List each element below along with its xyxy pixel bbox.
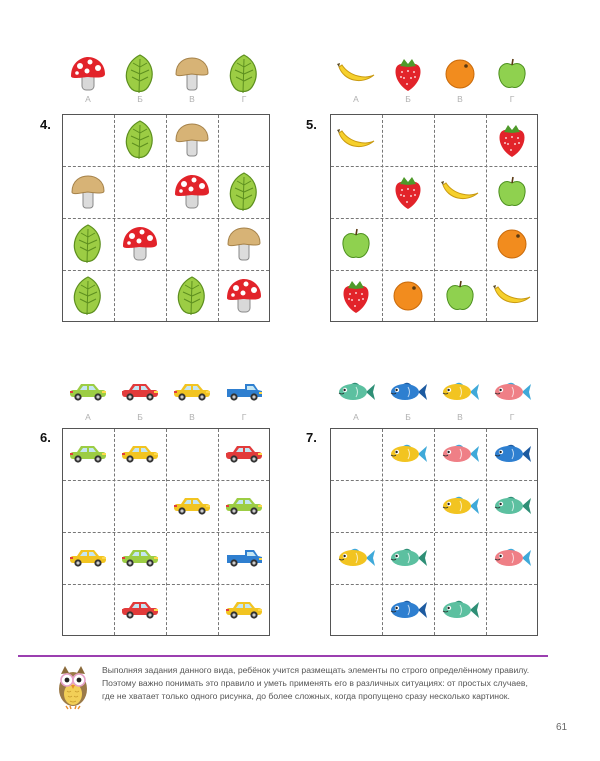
puzzle-grid (62, 114, 270, 322)
apple-icon (434, 270, 486, 322)
fish-pink-icon (486, 532, 538, 584)
apple-icon (330, 218, 382, 270)
car-green-icon (62, 372, 114, 412)
empty-cell[interactable] (330, 428, 382, 480)
car-red-icon (114, 584, 166, 636)
truck-blue-icon (218, 372, 270, 412)
mushroom-red-icon (62, 54, 114, 94)
fish-yellow-icon (434, 480, 486, 532)
strawberry-icon (382, 166, 434, 218)
mushroom-tan-icon (62, 166, 114, 218)
puzzle-7 (330, 372, 540, 426)
mushroom-red-icon (166, 166, 218, 218)
empty-cell[interactable] (62, 584, 114, 636)
empty-cell[interactable] (62, 480, 114, 532)
legend (330, 54, 540, 94)
leaf-icon (218, 166, 270, 218)
fish-yellow-icon (330, 532, 382, 584)
column-letters (62, 94, 272, 108)
puzzle-5 (330, 54, 540, 108)
leaf-icon (166, 270, 218, 322)
leaf-icon (114, 114, 166, 166)
fish-green-icon (486, 480, 538, 532)
apple-icon (486, 54, 538, 94)
empty-cell[interactable] (166, 428, 218, 480)
leaf-icon (218, 54, 270, 94)
orange-icon (382, 270, 434, 322)
puzzle-6 (62, 372, 272, 426)
car-yellow-icon (114, 428, 166, 480)
empty-cell[interactable] (382, 114, 434, 166)
empty-cell[interactable] (382, 480, 434, 532)
car-green-icon (62, 428, 114, 480)
fish-green-icon (330, 372, 382, 412)
empty-cell[interactable] (330, 584, 382, 636)
puzzle-number: 7. (306, 430, 317, 445)
fish-blue-icon (486, 428, 538, 480)
car-yellow-icon (166, 480, 218, 532)
leaf-icon (62, 218, 114, 270)
empty-cell[interactable] (166, 218, 218, 270)
column-letter: А (353, 412, 359, 422)
fish-green-icon (434, 584, 486, 636)
fish-yellow-icon (434, 372, 486, 412)
fish-pink-icon (434, 428, 486, 480)
page-number: 61 (556, 722, 568, 733)
truck-blue-icon (218, 532, 270, 584)
fish-yellow-icon (382, 428, 434, 480)
apple-icon (486, 166, 538, 218)
fish-pink-icon (486, 372, 538, 412)
empty-cell[interactable] (114, 270, 166, 322)
column-letters (62, 412, 272, 426)
puzzle-grid (330, 428, 538, 636)
note-line: где не хватает только одного рисунка, до более сложных, когда пропущено сразу несколько картинок. (102, 691, 510, 701)
orange-icon (434, 54, 486, 94)
car-yellow-icon (62, 532, 114, 584)
empty-cell[interactable] (486, 584, 538, 636)
puzzle-number: 4. (40, 117, 51, 132)
legend (62, 372, 272, 412)
mushroom-tan-icon (218, 218, 270, 270)
column-letter: А (353, 94, 359, 104)
car-green-icon (114, 532, 166, 584)
strawberry-icon (486, 114, 538, 166)
fish-green-icon (382, 532, 434, 584)
column-letter: В (189, 94, 195, 104)
column-letter: Г (241, 94, 247, 104)
banana-icon (330, 54, 382, 94)
strawberry-icon (330, 270, 382, 322)
note-line: Поэтому важно понимать это правило и уметь применять его в различных ситуациях: от простых случаев, (102, 678, 528, 688)
orange-icon (486, 218, 538, 270)
banana-icon (330, 114, 382, 166)
fish-blue-icon (382, 584, 434, 636)
parent-note (102, 664, 562, 703)
banana-icon (486, 270, 538, 322)
empty-cell[interactable] (382, 218, 434, 270)
puzzle-number: 5. (306, 117, 317, 132)
column-letter: Б (137, 412, 143, 422)
empty-cell[interactable] (114, 480, 166, 532)
empty-cell[interactable] (330, 480, 382, 532)
puzzle-grid (330, 114, 538, 322)
empty-cell[interactable] (434, 218, 486, 270)
column-letter: Б (405, 94, 411, 104)
fish-blue-icon (382, 372, 434, 412)
column-letters (330, 94, 540, 108)
mushroom-red-icon (114, 218, 166, 270)
car-yellow-icon (166, 372, 218, 412)
column-letter: Б (405, 412, 411, 422)
legend (62, 54, 272, 94)
leaf-icon (114, 54, 166, 94)
column-letter: Г (509, 412, 515, 422)
puzzle-grid (62, 428, 270, 636)
puzzle-4 (62, 54, 272, 108)
empty-cell[interactable] (166, 584, 218, 636)
column-letter: А (85, 94, 91, 104)
empty-cell[interactable] (434, 532, 486, 584)
column-letters (330, 412, 540, 426)
legend (330, 372, 540, 412)
puzzle-number: 6. (40, 430, 51, 445)
car-green-icon (218, 480, 270, 532)
mushroom-tan-icon (166, 54, 218, 94)
empty-cell[interactable] (62, 114, 114, 166)
column-letter: А (85, 412, 91, 422)
note-line: Выполняя задания данного вида, ребёнок учится размещать элементы по строго определённому правилу. (102, 665, 530, 675)
column-letter: В (189, 412, 195, 422)
mushroom-tan-icon (166, 114, 218, 166)
column-letter: Г (509, 94, 515, 104)
car-red-icon (114, 372, 166, 412)
banana-icon (434, 166, 486, 218)
owl-icon (56, 664, 90, 710)
strawberry-icon (382, 54, 434, 94)
empty-cell[interactable] (330, 166, 382, 218)
mushroom-red-icon (218, 270, 270, 322)
column-letter: Г (241, 412, 247, 422)
empty-cell[interactable] (114, 166, 166, 218)
car-yellow-icon (218, 584, 270, 636)
leaf-icon (62, 270, 114, 322)
empty-cell[interactable] (434, 114, 486, 166)
empty-cell[interactable] (218, 114, 270, 166)
column-letter: В (457, 94, 463, 104)
empty-cell[interactable] (166, 532, 218, 584)
footer-divider (18, 655, 548, 657)
column-letter: Б (137, 94, 143, 104)
column-letter: В (457, 412, 463, 422)
car-red-icon (218, 428, 270, 480)
